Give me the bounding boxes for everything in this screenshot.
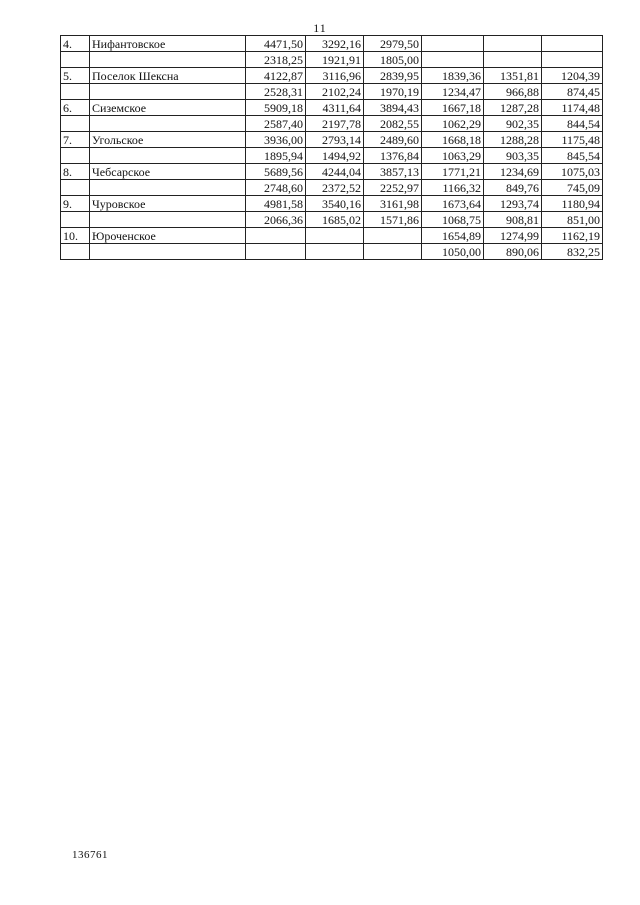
value-cell: 3540,16 bbox=[306, 196, 364, 212]
settlement-name-cell: Нифантовское bbox=[90, 36, 246, 52]
value-cell: 832,25 bbox=[542, 244, 603, 260]
settlement-name-cell: Юроченское bbox=[90, 228, 246, 244]
document-code: 136761 bbox=[72, 849, 108, 861]
settlement-name-cell bbox=[90, 244, 246, 260]
value-cell bbox=[484, 36, 542, 52]
row-number-cell bbox=[61, 116, 90, 132]
settlement-name-cell bbox=[90, 52, 246, 68]
value-cell: 2066,36 bbox=[246, 212, 306, 228]
table-row bbox=[61, 180, 603, 196]
value-cell: 2979,50 bbox=[364, 36, 422, 52]
table-row bbox=[61, 228, 603, 244]
row-number-cell: 7. bbox=[61, 132, 90, 148]
value-cell: 1287,28 bbox=[484, 100, 542, 116]
row-number-cell: 9. bbox=[61, 196, 90, 212]
value-cell: 1293,74 bbox=[484, 196, 542, 212]
table-body bbox=[61, 36, 603, 260]
value-cell bbox=[246, 228, 306, 244]
value-cell: 849,76 bbox=[484, 180, 542, 196]
table-row bbox=[61, 244, 603, 260]
value-cell: 1274,99 bbox=[484, 228, 542, 244]
value-cell: 1970,19 bbox=[364, 84, 422, 100]
value-cell: 844,54 bbox=[542, 116, 603, 132]
row-number-cell bbox=[61, 148, 90, 164]
table-row bbox=[61, 164, 603, 180]
value-cell: 5909,18 bbox=[246, 100, 306, 116]
value-cell: 2318,25 bbox=[246, 52, 306, 68]
settlement-name-cell: Поселок Шексна bbox=[90, 68, 246, 84]
value-cell bbox=[542, 36, 603, 52]
value-cell: 1162,19 bbox=[542, 228, 603, 244]
table-row bbox=[61, 68, 603, 84]
table-row bbox=[61, 196, 603, 212]
value-cell bbox=[542, 52, 603, 68]
row-number-cell bbox=[61, 180, 90, 196]
row-number-cell bbox=[61, 84, 90, 100]
value-cell: 874,45 bbox=[542, 84, 603, 100]
table-row bbox=[61, 36, 603, 52]
value-cell: 4311,64 bbox=[306, 100, 364, 116]
value-cell: 1050,00 bbox=[422, 244, 484, 260]
value-cell: 1288,28 bbox=[484, 132, 542, 148]
value-cell: 2372,52 bbox=[306, 180, 364, 196]
value-cell: 4981,58 bbox=[246, 196, 306, 212]
value-cell: 2528,31 bbox=[246, 84, 306, 100]
value-cell: 2489,60 bbox=[364, 132, 422, 148]
value-cell: 1494,92 bbox=[306, 148, 364, 164]
value-cell: 3292,16 bbox=[306, 36, 364, 52]
value-cell: 851,00 bbox=[542, 212, 603, 228]
value-cell: 2197,78 bbox=[306, 116, 364, 132]
value-cell: 1166,32 bbox=[422, 180, 484, 196]
value-cell: 1805,00 bbox=[364, 52, 422, 68]
settlement-name-cell: Чебсарское bbox=[90, 164, 246, 180]
table-row bbox=[61, 52, 603, 68]
row-number-cell bbox=[61, 212, 90, 228]
value-cell: 1376,84 bbox=[364, 148, 422, 164]
value-cell: 4244,04 bbox=[306, 164, 364, 180]
settlement-name-cell: Угольское bbox=[90, 132, 246, 148]
value-cell: 4122,87 bbox=[246, 68, 306, 84]
tariff-table bbox=[60, 35, 603, 260]
row-number-cell: 6. bbox=[61, 100, 90, 116]
value-cell: 1175,48 bbox=[542, 132, 603, 148]
value-cell: 845,54 bbox=[542, 148, 603, 164]
settlement-name-cell bbox=[90, 84, 246, 100]
value-cell: 1204,39 bbox=[542, 68, 603, 84]
table-row bbox=[61, 100, 603, 116]
value-cell: 908,81 bbox=[484, 212, 542, 228]
row-number-cell bbox=[61, 244, 90, 260]
value-cell bbox=[306, 228, 364, 244]
value-cell bbox=[422, 36, 484, 52]
settlement-name-cell bbox=[90, 148, 246, 164]
value-cell: 1667,18 bbox=[422, 100, 484, 116]
value-cell: 2748,60 bbox=[246, 180, 306, 196]
value-cell: 890,06 bbox=[484, 244, 542, 260]
table-row bbox=[61, 212, 603, 228]
settlement-name-cell bbox=[90, 212, 246, 228]
value-cell: 1571,86 bbox=[364, 212, 422, 228]
settlement-name-cell: Сиземское bbox=[90, 100, 246, 116]
value-cell: 2102,24 bbox=[306, 84, 364, 100]
value-cell: 3857,13 bbox=[364, 164, 422, 180]
value-cell: 2252,97 bbox=[364, 180, 422, 196]
settlement-name-cell bbox=[90, 180, 246, 196]
table-row bbox=[61, 84, 603, 100]
value-cell: 1654,89 bbox=[422, 228, 484, 244]
value-cell: 1068,75 bbox=[422, 212, 484, 228]
value-cell: 1063,29 bbox=[422, 148, 484, 164]
value-cell: 3161,98 bbox=[364, 196, 422, 212]
value-cell: 2839,95 bbox=[364, 68, 422, 84]
page-number: 11 bbox=[313, 21, 327, 35]
value-cell: 1771,21 bbox=[422, 164, 484, 180]
table-row bbox=[61, 116, 603, 132]
value-cell: 745,09 bbox=[542, 180, 603, 196]
value-cell: 1839,36 bbox=[422, 68, 484, 84]
value-cell: 1668,18 bbox=[422, 132, 484, 148]
value-cell: 1234,69 bbox=[484, 164, 542, 180]
value-cell bbox=[364, 244, 422, 260]
value-cell: 2587,40 bbox=[246, 116, 306, 132]
table-row bbox=[61, 148, 603, 164]
value-cell: 3936,00 bbox=[246, 132, 306, 148]
value-cell bbox=[422, 52, 484, 68]
value-cell: 966,88 bbox=[484, 84, 542, 100]
value-cell: 1351,81 bbox=[484, 68, 542, 84]
value-cell: 1075,03 bbox=[542, 164, 603, 180]
value-cell: 1673,64 bbox=[422, 196, 484, 212]
value-cell: 5689,56 bbox=[246, 164, 306, 180]
value-cell bbox=[364, 228, 422, 244]
value-cell: 3894,43 bbox=[364, 100, 422, 116]
row-number-cell bbox=[61, 52, 90, 68]
value-cell: 3116,96 bbox=[306, 68, 364, 84]
settlement-name-cell: Чуровское bbox=[90, 196, 246, 212]
table-row bbox=[61, 132, 603, 148]
row-number-cell: 8. bbox=[61, 164, 90, 180]
value-cell: 2793,14 bbox=[306, 132, 364, 148]
value-cell: 1921,91 bbox=[306, 52, 364, 68]
value-cell: 1062,29 bbox=[422, 116, 484, 132]
row-number-cell: 5. bbox=[61, 68, 90, 84]
row-number-cell: 10. bbox=[61, 228, 90, 244]
settlement-name-cell bbox=[90, 116, 246, 132]
row-number-cell: 4. bbox=[61, 36, 90, 52]
value-cell: 1180,94 bbox=[542, 196, 603, 212]
value-cell: 2082,55 bbox=[364, 116, 422, 132]
value-cell: 1174,48 bbox=[542, 100, 603, 116]
value-cell: 1685,02 bbox=[306, 212, 364, 228]
value-cell: 902,35 bbox=[484, 116, 542, 132]
value-cell: 4471,50 bbox=[246, 36, 306, 52]
value-cell: 1895,94 bbox=[246, 148, 306, 164]
value-cell: 903,35 bbox=[484, 148, 542, 164]
value-cell bbox=[246, 244, 306, 260]
value-cell bbox=[484, 52, 542, 68]
value-cell: 1234,47 bbox=[422, 84, 484, 100]
value-cell bbox=[306, 244, 364, 260]
